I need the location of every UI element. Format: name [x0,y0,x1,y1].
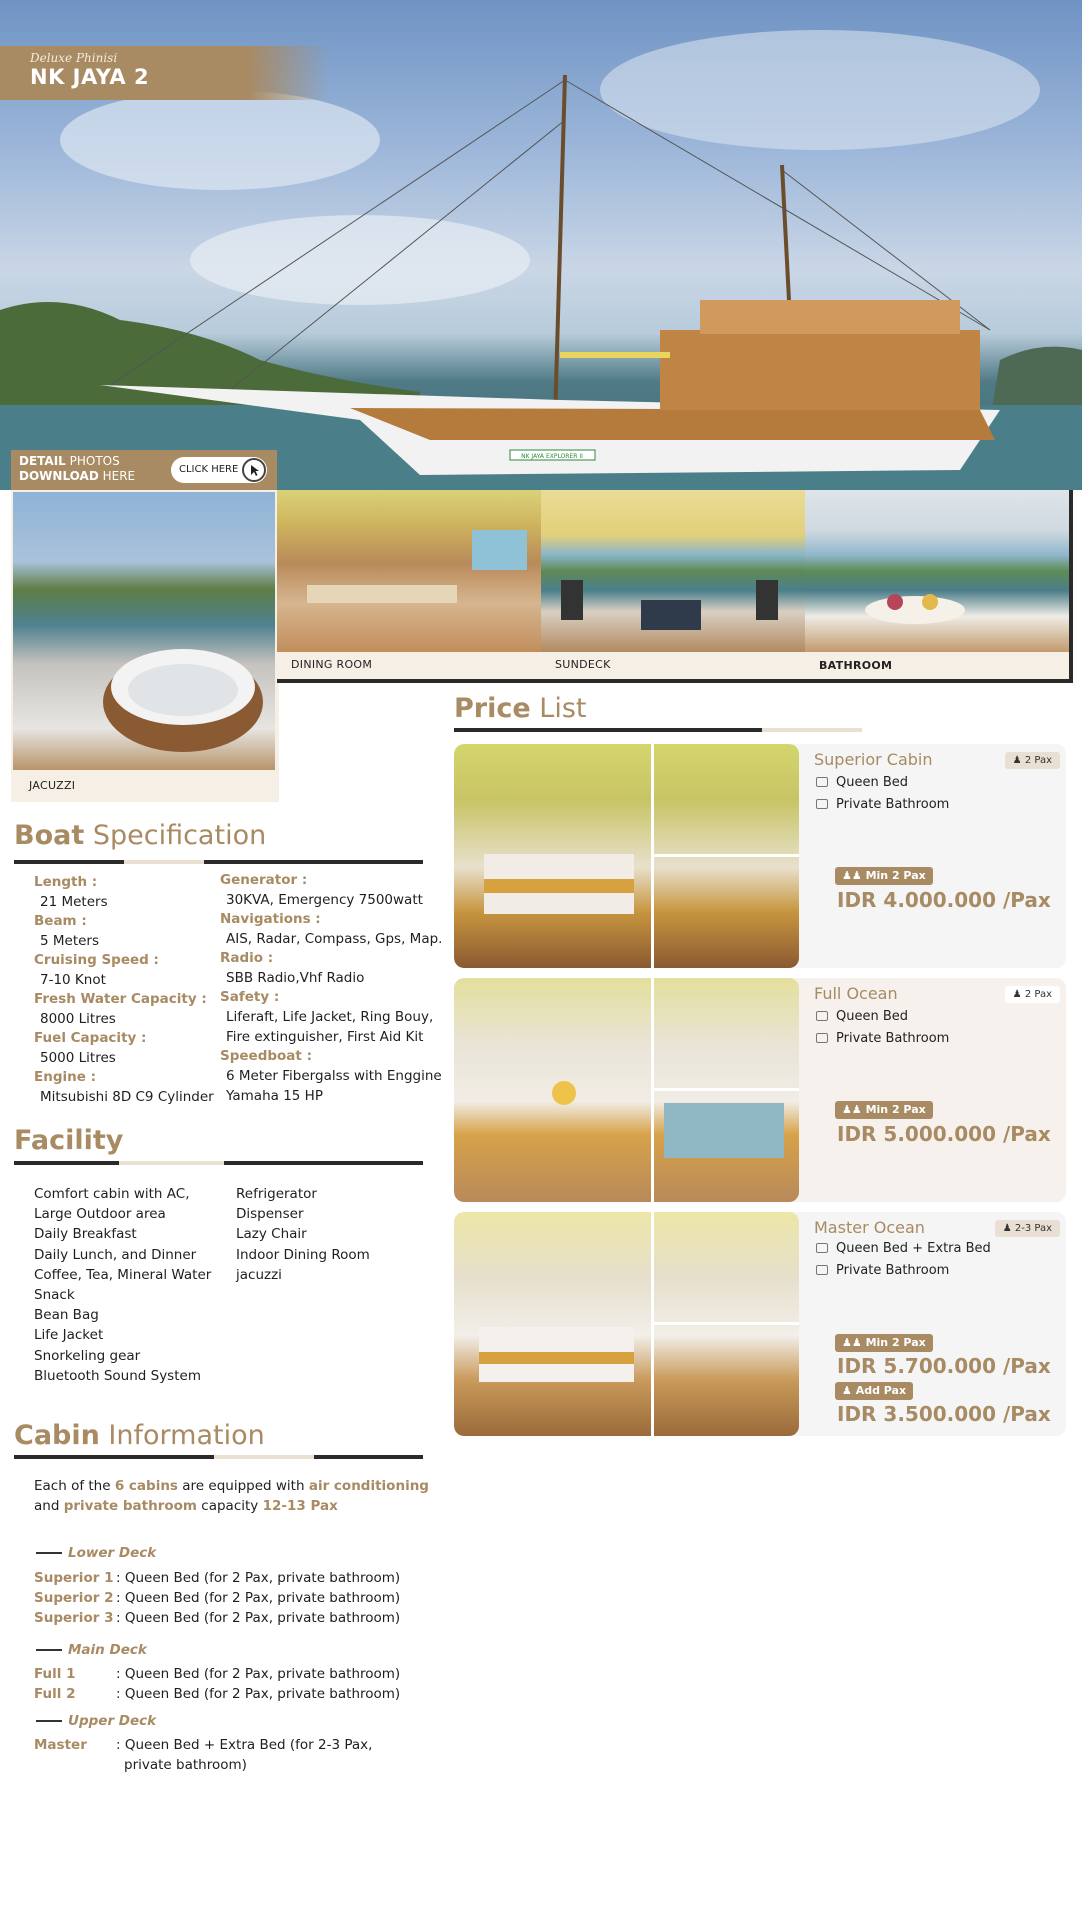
facility-item: Snack [34,1286,75,1303]
min-pax-badge: ♟♟ Min 2 Pax [835,1334,933,1352]
people-icon: ♟♟ [842,1336,866,1349]
spec-label: Fuel Capacity : [34,1030,147,1046]
add-pax-badge: ♟ Add Pax [835,1382,913,1400]
person-icon: ♟ [842,1384,856,1397]
bathroom-label: BATHROOM [819,659,893,672]
add-pax-price: IDR 3.500.000 /Pax [837,1402,1051,1426]
jacuzzi-label: JACUZZI [29,779,76,792]
facility-list-right [236,1184,370,1285]
bed-icon [816,777,828,787]
facility-item: Daily Lunch, and Dinner [34,1246,197,1263]
spec-value: 6 Meter Fibergalss with Enggine [226,1068,442,1084]
boat-title-band [0,46,330,100]
cabin-info-rule [14,1455,423,1459]
cabin-row: Master : Queen Bed + Extra Bed (for 2-3 Pax, private bathroom) [34,1737,373,1773]
spec-value: 5 Meters [40,933,100,949]
sundeck-photo[interactable] [541,490,805,652]
spec-label: Safety : [220,989,280,1005]
spec-value: 21 Meters [40,894,108,910]
click-here-label: CLICK HERE [179,464,239,475]
detail-rest-2: HERE [98,469,136,483]
price-card-master-ocean[interactable] [454,1212,1066,1436]
facility-item: Refrigerator [236,1186,317,1202]
price-value: IDR 5.700.000 /Pax [837,1354,1051,1378]
cursor-icon [242,458,266,482]
upper-deck-title: Upper Deck [36,1713,156,1729]
hull-name: NK JAYA EXPLORER II [521,453,583,460]
jacuzzi-tile[interactable] [11,490,279,802]
amenity-bath: Private Bathroom [836,797,949,812]
facility-item: Comfort cabin with AC, [34,1186,190,1202]
boat-spec-title: Boat Specification [14,820,267,851]
dining-room-label: DINING ROOM [291,658,373,671]
card-title: Full Ocean [814,984,898,1003]
amenity-bath: Private Bathroom [836,1263,949,1278]
cabin-info-title: Cabin Information [14,1420,265,1451]
spec-value: Yamaha 15 HP [226,1088,323,1104]
people-icon: ♟♟ [842,1103,866,1116]
card-title: Superior Cabin [814,750,933,769]
card-title: Master Ocean [814,1218,925,1237]
bathtub-icon [816,1033,828,1043]
main-deck-title: Main Deck [36,1642,147,1658]
facility-title: Facility [14,1125,124,1156]
spec-value: 8000 Litres [40,1011,116,1027]
pax-badge: ♟ 2 Pax [1005,752,1060,769]
master-ocean-photo [454,1212,799,1436]
facility-item: Daily Breakfast [34,1226,137,1243]
boat-spec-rule [14,860,423,864]
amenity-bed: Queen Bed [836,1009,908,1024]
amenity-bed: Queen Bed + Extra Bed [836,1241,991,1256]
spec-label: Speedboat : [220,1048,312,1064]
price-card-superior[interactable] [454,744,1066,968]
spec-label: Fresh Water Capacity : [34,991,207,1007]
spec-col-right [220,871,450,1106]
spec-value: Mitsubishi 8D C9 Cylinder [40,1089,214,1105]
cabin-intro: Each of the 6 cabins are equipped with air conditioning and private bathroom capacity 12-13 Pax [34,1478,429,1514]
price-card-full-ocean[interactable] [454,978,1066,1202]
click-here-button[interactable] [171,457,267,483]
facility-item: Lazy Chair [236,1226,307,1243]
spec-label: Length : [34,874,98,890]
amenity-bath: Private Bathroom [836,1031,949,1046]
spec-value: AIS, Radar, Compass, Gps, Map. [226,931,443,947]
bathtub-icon [816,799,828,809]
facility-rule [14,1161,423,1165]
superior-cabin-photo [454,744,799,968]
jacuzzi-photo [13,492,275,770]
boat-title: NK JAYA 2 [30,65,150,89]
gallery-strip [277,490,1073,683]
sundeck-label: SUNDECK [555,658,611,671]
facility-item: Bluetooth Sound System [34,1367,201,1384]
facility-item: Indoor Dining Room [236,1246,370,1263]
spec-value: Fire extinguisher, First Aid Kit [226,1029,424,1045]
spec-label: Generator : [220,872,308,888]
price-value: IDR 4.000.000 /Pax [837,888,1051,912]
bathroom-photo[interactable] [805,490,1069,652]
lower-deck-title: Lower Deck [36,1545,156,1561]
bathtub-icon [816,1265,828,1275]
facility-item: Large Outdoor area [34,1206,166,1223]
full-ocean-photo [454,978,799,1202]
spec-label: Cruising Speed : [34,952,159,968]
people-icon: ♟♟ [842,869,866,882]
detail-photos-download[interactable] [11,450,277,490]
amenity-bed: Queen Bed [836,775,908,790]
detail-bold-1: DETAIL [19,454,66,468]
pax-badge: ♟ 2-3 Pax [995,1220,1060,1237]
spec-value: SBB Radio,Vhf Radio [226,970,365,986]
facility-item: Dispenser [236,1206,304,1223]
detail-rest-1: PHOTOS [65,454,120,468]
facility-item: Coffee, Tea, Mineral Water [34,1266,212,1283]
spec-label: Engine : [34,1069,96,1085]
detail-bold-2: DOWNLOAD [19,469,99,483]
spec-value: 5000 Litres [40,1050,116,1066]
bed-icon [816,1243,828,1253]
facility-list-left [34,1184,211,1386]
person-icon: ♟ [1002,1223,1015,1234]
boat-subtitle: Deluxe Phinisi [30,51,118,65]
price-value: IDR 5.000.000 /Pax [837,1122,1051,1146]
person-icon: ♟ [1012,755,1025,766]
spec-col-left [34,873,214,1107]
facility-item: Snorkeling gear [34,1347,141,1364]
facility-item: Bean Bag [34,1307,99,1324]
spec-label: Navigations : [220,911,321,927]
facility-item: jacuzzi [236,1266,282,1283]
person-icon: ♟ [1012,989,1025,1000]
min-pax-badge: ♟♟ Min 2 Pax [835,867,933,885]
spec-value: 30KVA, Emergency 7500watt [226,892,423,908]
min-pax-badge: ♟♟ Min 2 Pax [835,1101,933,1119]
hero-boat-photo [0,0,1082,490]
spec-label: Radio : [220,950,274,966]
price-list-title: Price List [454,693,587,724]
facility-item: Life Jacket [34,1327,104,1344]
bed-icon [816,1011,828,1021]
pax-badge: ♟ 2 Pax [1005,986,1060,1003]
spec-value: 7-10 Knot [40,972,106,988]
dining-room-photo[interactable] [277,490,541,652]
spec-value: Liferaft, Life Jacket, Ring Bouy, [226,1009,434,1025]
spec-label: Beam : [34,913,87,929]
price-list-rule [454,728,862,732]
